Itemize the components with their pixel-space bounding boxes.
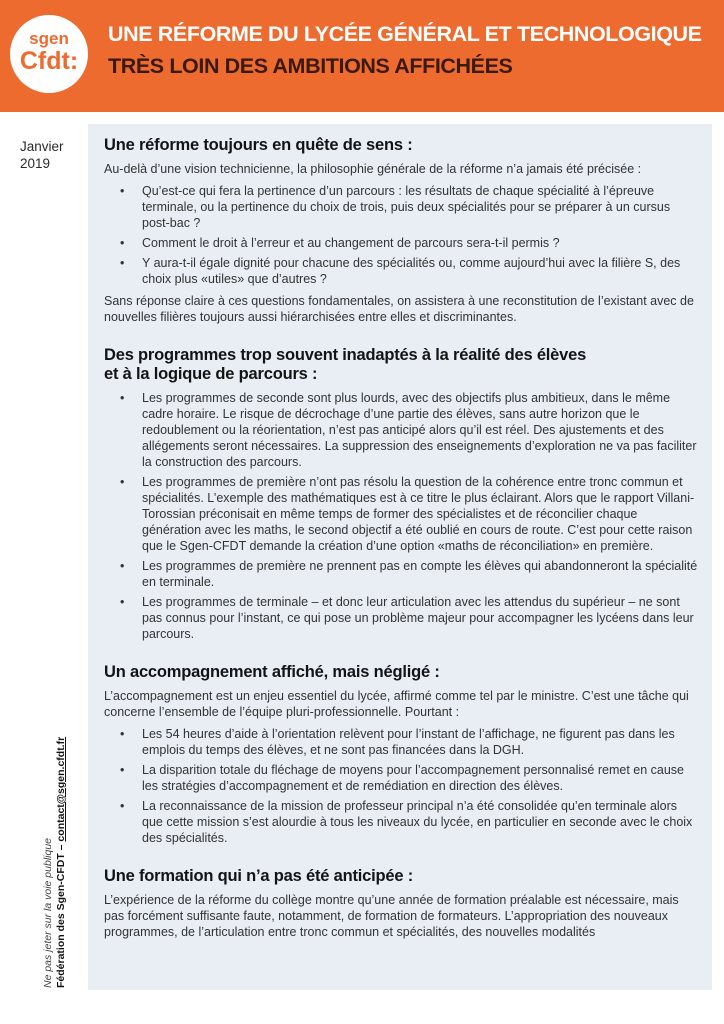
list-item: • La disparition totale du fléchage de moyens pour l’accompagnement personnalisé remet en cause les stratégies d’accompagnement et de remédiation en direction des élèves. [104, 762, 698, 794]
side-federation-label: Fédération des Sgen-CFDT – [55, 841, 67, 988]
list-item: • Y aura-t-il égale dignité pour chacune des spécialités ou, comme aujourd’hui avec la filière S, des choix plus «utiles» que d’autres ? [104, 255, 698, 287]
section-heading: Une formation qui n’a pas été anticipée : [104, 867, 414, 885]
list-item: • Qu’est-ce qui fera la pertinence d’un parcours : les résultats de chaque spécialité à l’épreuve terminale, ou la pertinence du choix de trois, puis deux spécialités pour se préparer à un cursus post-bac ? [104, 183, 698, 231]
section-heading: Un accompagnement affiché, mais négligé : [104, 663, 440, 681]
page-title-line2: TRÈS LOIN DES AMBITIONS AFFICHÉES [108, 54, 513, 78]
list-item: • Les 54 heures d’aide à l’orientation relèvent pour l’instant de l’affichage, ne figurent pas dans les emplois du temps des élèves, et ne sont pas financées dans la DGH. [104, 726, 698, 758]
section-heading [104, 346, 698, 384]
section-heading: Une réforme toujours en quête de sens : [104, 136, 413, 154]
sgen-cfdt-logo [10, 15, 88, 93]
content-panel [88, 124, 712, 990]
section-heading-line2: et à la logique de parcours : [104, 365, 318, 383]
list-item: • Les programmes de terminale – et donc leur articulation avec les attendus du supérieur – ne sont pas connus pour l’instant, ce qui pose un problème majeur pour accompagner les lycéens dans leur parcours. [104, 594, 698, 642]
page-title-line1: UNE RÉFORME DU LYCÉE GÉNÉRAL ET TECHNOLOGIQUE [108, 22, 702, 46]
section-outro: Sans réponse claire à ces questions fondamentales, on assistera à une reconstitution de l’existant avec de nouvelles filières toujours aussi hiérarchisées entre elles et discriminantes. [104, 294, 694, 324]
section-accompagnement [104, 663, 698, 846]
side-notice: Ne pas jeter sur la voie publique [42, 837, 54, 988]
publication-date [20, 138, 74, 172]
bullet-list [104, 183, 698, 287]
list-item: • Comment le droit à l’erreur et au changement de parcours sera-t-il permis ? [104, 235, 698, 251]
list-item: • La reconnaissance de la mission de professeur principal n’a été consolidée qu’en terminale alors que cette mission s’est alourdie à tous les niveaux du lycée, en particulier en seconde avec le choix des spécialités. [104, 798, 698, 846]
section-heading-line1: Des programmes trop souvent inadaptés à la réalité des élèves [104, 346, 587, 364]
section-intro: Au-delà d’une vision technicienne, la philosophie générale de la réforme n’a jamais été précisée : [104, 162, 642, 176]
logo-text-bottom: Cfdt: [19, 47, 79, 75]
section-intro: L’accompagnement est un enjeu essentiel du lycée, affirmé comme tel par le ministre. C’est une tâche qui concerne l’ensemble de l’équipe pluri-professionnelle. Pourtant : [104, 689, 689, 719]
logo-text-top: sgen [29, 29, 69, 48]
list-item: • Les programmes de seconde sont plus lourds, avec des objectifs plus ambitieux, dans le même cadre horaire. Le risque de décrochage d’une partie des élèves, sans autre horizon que le redoublement ou la réorientation, n’est pas anticipé alors qu’il est réel. Des ajustements et des allégements seront nécessaires. La suppression des enseignements d’exploration ne va pas faciliter la construction des parcours. [104, 390, 698, 470]
side-federation [55, 737, 68, 988]
contact-email-link[interactable]: contact@sgen.cfdt.fr [55, 736, 67, 842]
list-item: • Les programmes de première ne prennent pas en compte les élèves qui abandonneront la spécialité en terminale. [104, 558, 698, 590]
section-formation [104, 867, 698, 940]
list-item: • Les programmes de première n’ont pas résolu la question de la cohérence entre tronc commun et spécialités. L’exemple des mathématiques est à ce titre le plus éclairant. Alors que le rapport Villani-Torossian préconisait en même temps de former des spécialistes et de réconcilier chaque génération avec les maths, le second objectif a été oublié en cours de route. C’est pour cette raison que le Sgen-CFDT demande la création d’une option «maths de réconciliation» en première. [104, 474, 698, 554]
section-intro: L’expérience de la réforme du collège montre qu’une année de formation préalable est nécessaire, mais pas forcément suffisante faute, notamment, de formation de formateurs. L’appropriation des nouveaux programmes, de l’articulation entre tronc commun et spécialités, des nouvelles modalités [104, 893, 679, 939]
section-reforme [104, 136, 698, 325]
bullet-list [104, 726, 698, 846]
page-header [0, 0, 724, 112]
date-year: 2019 [20, 156, 51, 171]
section-programmes [104, 346, 698, 642]
date-month: Janvier [20, 139, 64, 154]
bullet-list [104, 390, 698, 642]
side-vertical-text [42, 737, 68, 988]
